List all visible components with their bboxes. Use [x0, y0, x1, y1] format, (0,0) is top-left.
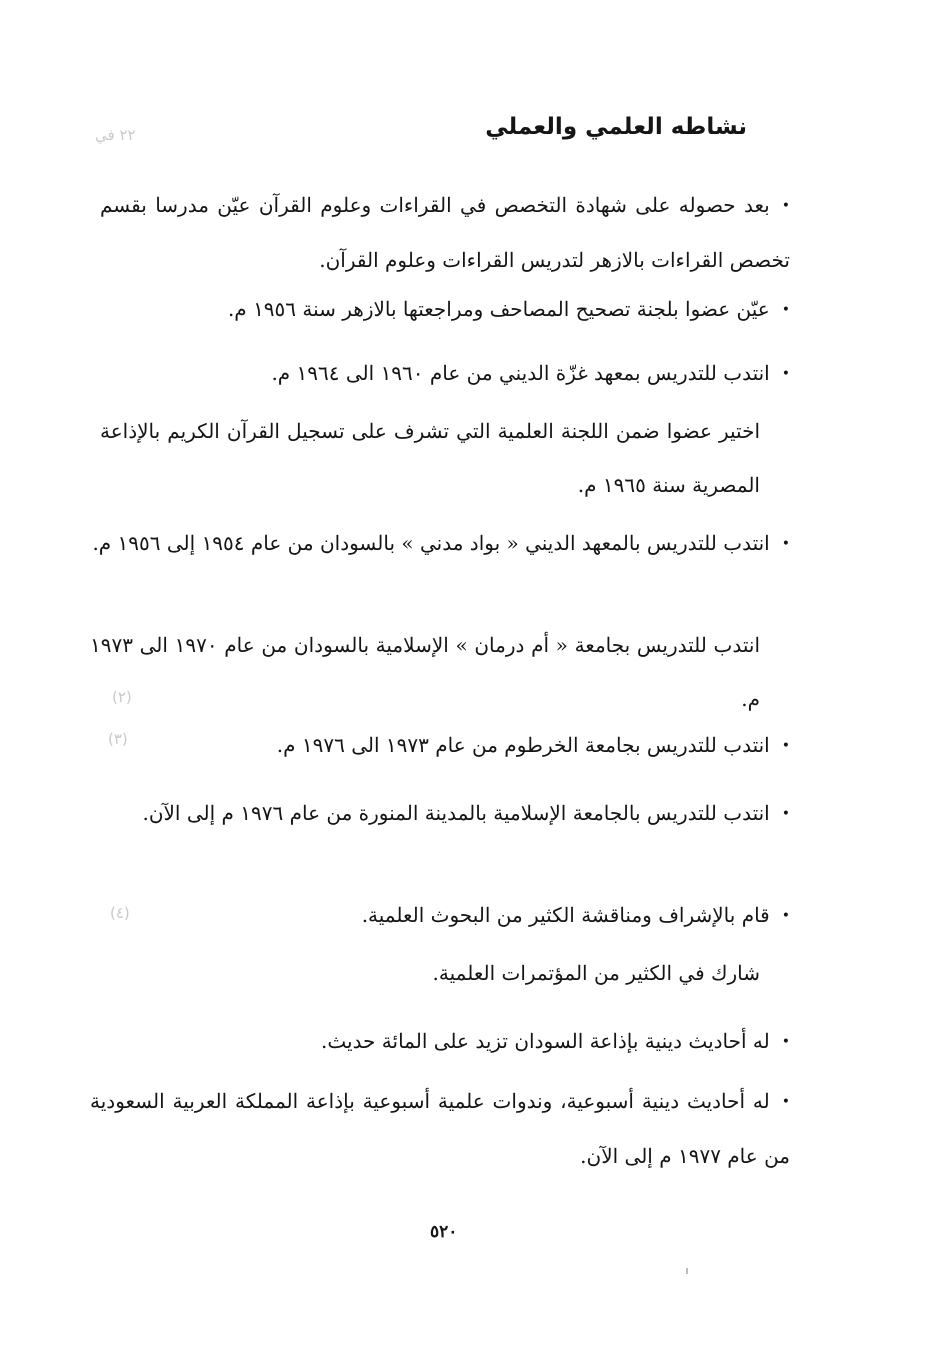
bullet-mark: •: [781, 1094, 790, 1110]
bullet-mark: •: [781, 908, 790, 924]
entry-text: بعد حصوله على شهادة التخصص في القراءات وعلوم القرآن عيّن مدرسا بقسم تخصص القراءات بالازهر لتدريس القراءات وعلوم القرآن.: [100, 193, 790, 272]
bullet-mark: •: [781, 806, 790, 822]
entry-6: [90, 618, 760, 726]
entry-3: [100, 346, 790, 401]
entry-text: انتدب للتدريس بالمعهد الديني « بواد مدني » بالسودان من عام ١٩٥٤ إلى ١٩٥٦ م.: [92, 531, 770, 555]
entry-4: [100, 404, 760, 512]
faint-note-mark: (٣): [108, 730, 128, 748]
faint-note-mark: (٤): [110, 904, 130, 922]
bullet-mark: •: [781, 536, 790, 552]
entry-8: [90, 786, 790, 841]
entry-text: شارك في الكثير من المؤتمرات العلمية.: [432, 961, 760, 985]
section-heading: نشاطه العلمي والعملي: [485, 114, 747, 140]
entry-text: انتدب للتدريس بجامعة « أم درمان » الإسلامية بالسودان من عام ١٩٧٠ الى ١٩٧٣ م.: [90, 633, 761, 711]
page-number: ٥٢٠: [430, 1222, 458, 1242]
entry-5: [90, 516, 790, 571]
bullet-mark: •: [781, 1034, 790, 1050]
bleed-through-text: ٢٢ في: [95, 126, 136, 144]
entry-text: عيّن عضوا بلجنة تصحيح المصاحف ومراجعتها بالازهر سنة ١٩٥٦ م.: [227, 297, 770, 321]
entry-12: [90, 1074, 790, 1183]
entry-10: [70, 946, 760, 1000]
entry-text: له أحاديث دينية بإذاعة السودان تزيد على المائة حديث.: [321, 1029, 770, 1053]
entry-text: انتدب للتدريس بمعهد غزّة الديني من عام ١٩٦٠ الى ١٩٦٤ م.: [271, 361, 770, 385]
faint-note-mark: (٢): [112, 688, 132, 706]
bullet-mark: •: [781, 366, 790, 382]
bullet-mark: •: [781, 738, 790, 754]
entry-11: [100, 1014, 790, 1069]
entry-text: انتدب للتدريس بجامعة الخرطوم من عام ١٩٧٣ الى ١٩٧٦ م.: [276, 733, 770, 757]
bullet-mark: •: [781, 198, 790, 214]
entry-text: اختير عضوا ضمن اللجنة العلمية التي تشرف على تسجيل القرآن الكريم بالإذاعة المصرية سنة ١٩٦٥ م.: [100, 419, 760, 497]
entry-text: قام بالإشراف ومناقشة الكثير من البحوث العلمية.: [361, 903, 770, 927]
entry-text: له أحاديث دينية أسبوعية، وندوات علمية أسبوعية بإذاعة المملكة العربية السعودية من عام ١٩٧٧ م إلى الآن.: [90, 1089, 790, 1168]
entry-9: [100, 888, 790, 943]
entry-1: [100, 178, 790, 287]
entry-text: انتدب للتدريس بالجامعة الإسلامية بالمدينة المنورة من عام ١٩٧٦ م إلى الآن.: [142, 801, 770, 825]
bullet-mark: •: [781, 302, 790, 318]
entry-7: [100, 718, 790, 773]
entry-2: [100, 282, 790, 337]
scan-speck: [686, 1268, 688, 1274]
